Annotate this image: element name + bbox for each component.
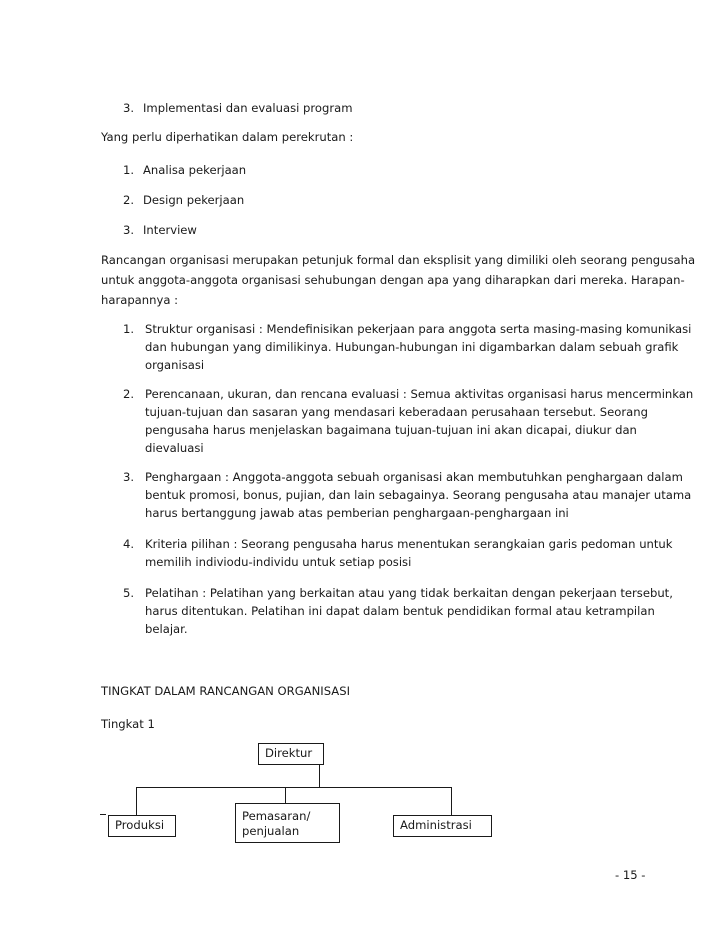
- org-connector: [100, 814, 106, 815]
- list-item-text: harus bertanggung jawab atas pemberian penghargaan-penghargaan ini: [145, 506, 569, 520]
- list-number: 2.: [123, 387, 135, 401]
- org-node-label: penjualan: [242, 824, 300, 838]
- org-connector: [451, 787, 452, 815]
- paragraph-line: harapannya :: [101, 293, 179, 307]
- section-title: TINGKAT DALAM RANCANGAN ORGANISASI: [101, 684, 350, 698]
- org-connector: [319, 765, 320, 787]
- list-number: 3.: [123, 223, 135, 237]
- org-connector: [136, 787, 137, 815]
- list-item-text: memilih indiviodu-individu untuk setiap posisi: [145, 555, 412, 569]
- org-node-label: Produksi: [115, 818, 165, 832]
- page-number: - 15 -: [615, 868, 646, 882]
- list-number: 5.: [123, 586, 135, 600]
- paragraph-line: Rancangan organisasi merupakan petunjuk formal dan eksplisit yang dimiliki oleh seorang pengusaha: [101, 253, 696, 267]
- list-item-text: Interview: [143, 223, 197, 237]
- list-item-text: harus ditentukan. Pelatihan ini dapat dalam bentuk pendidikan formal atau ketrampilan: [145, 604, 655, 618]
- org-node-pemasaran: [235, 803, 340, 843]
- org-node-label: Direktur: [265, 746, 313, 760]
- list-item-text: dan hubungan yang dimilikinya. Hubungan-hubungan ini digambarkan dalam sebuah grafik: [145, 340, 679, 354]
- list-item-text: Kriteria pilihan : Seorang pengusaha harus menentukan serangkaian garis pedoman untuk: [145, 537, 673, 551]
- org-node-administrasi: [393, 815, 492, 837]
- list-number: 2.: [123, 193, 135, 207]
- recruitment-heading: Yang perlu diperhatikan dalam perekrutan :: [101, 130, 354, 144]
- org-node-label: Pemasaran/: [242, 809, 311, 823]
- paragraph-line: untuk anggota-anggota organisasi sehubungan dengan apa yang diharapkan dari mereka. Harapan-: [101, 273, 685, 287]
- level-label: Tingkat 1: [101, 717, 155, 731]
- list-item-text: Analisa pekerjaan: [143, 163, 247, 177]
- org-node-label: Administrasi: [400, 818, 472, 832]
- list-item-text: bentuk promosi, bonus, pujian, dan lain sebagainya. Seorang pengusaha atau manajer utama: [145, 488, 692, 502]
- list-item-text: Pelatihan : Pelatihan yang berkaitan atau yang tidak berkaitan dengan pekerjaan tersebut,: [145, 586, 673, 600]
- list-number: 4.: [123, 537, 135, 551]
- list-item-text: pengusaha harus menjelaskan bagaimana tujuan-tujuan ini akan dicapai, diukur dan: [145, 423, 637, 437]
- list-item-text: Implementasi dan evaluasi program: [143, 101, 353, 115]
- list-item-text: Struktur organisasi : Mendefinisikan pekerjaan para anggota serta masing-masing komunikasi: [145, 322, 692, 336]
- org-node-produksi: [108, 815, 176, 837]
- list-item-text: belajar.: [145, 622, 188, 636]
- list-item-text: organisasi: [145, 358, 205, 372]
- list-number: 3.: [123, 470, 135, 484]
- list-item-text: Penghargaan : Anggota-anggota sebuah organisasi akan membutuhkan penghargaan dalam: [145, 470, 683, 484]
- list-item-text: Design pekerjaan: [143, 193, 245, 207]
- list-item-text: dievaluasi: [145, 441, 204, 455]
- list-item-text: tujuan-tujuan dan sasaran yang mendasari keberadaan perusahaan tersebut. Seorang: [145, 405, 648, 419]
- list-number: 3.: [123, 101, 135, 115]
- org-node-direktur: [258, 743, 324, 765]
- list-number: 1.: [123, 322, 135, 336]
- org-connector: [136, 787, 452, 788]
- org-connector: [285, 787, 286, 803]
- list-item-text: Perencanaan, ukuran, dan rencana evaluasi : Semua aktivitas organisasi harus mencerminkan: [145, 387, 694, 401]
- list-number: 1.: [123, 163, 135, 177]
